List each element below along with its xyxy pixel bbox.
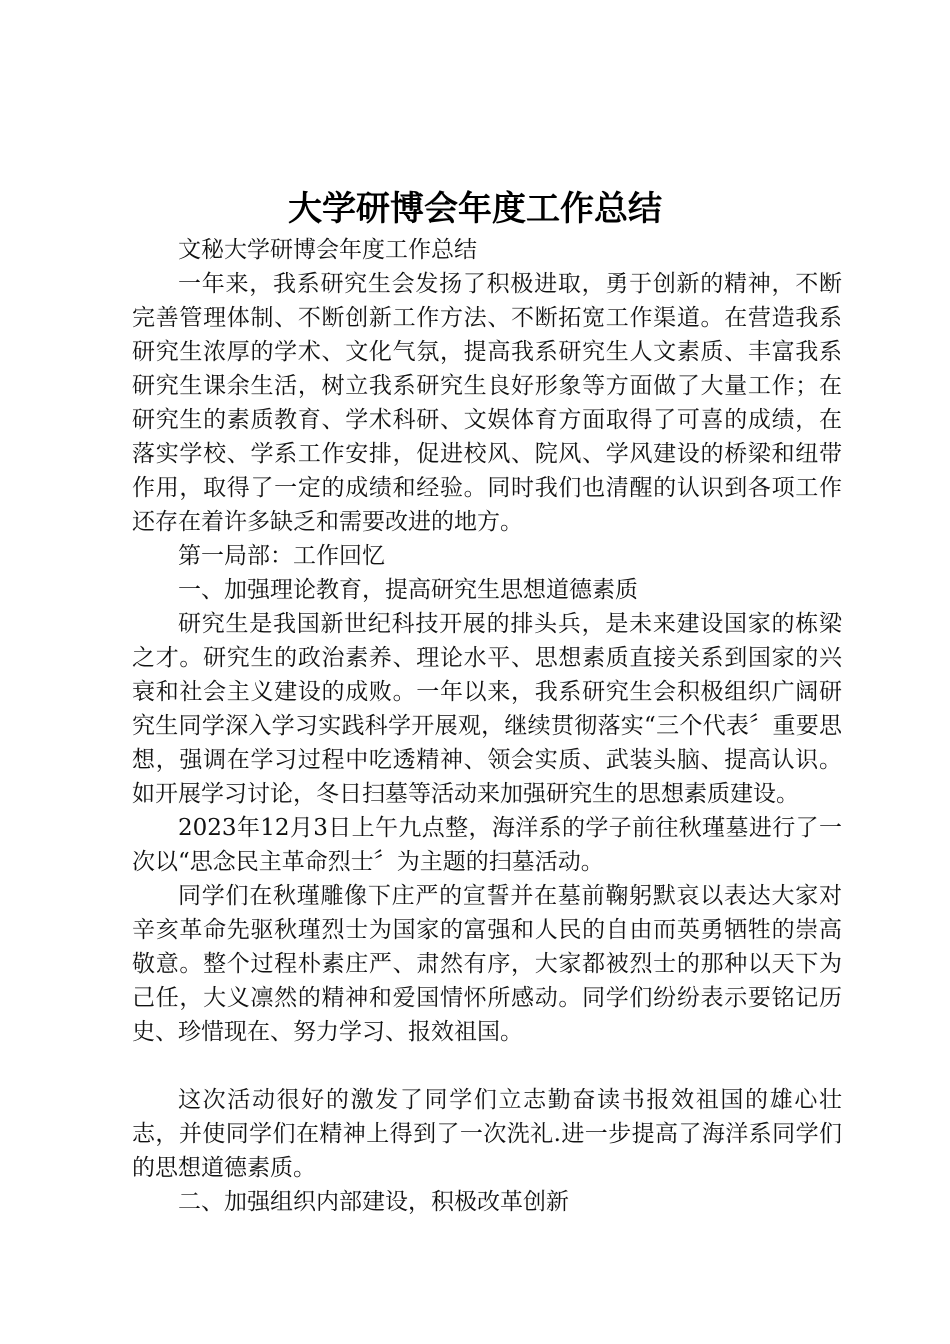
subsection-heading-one: 一、加强理论教育，提高研究生思想道德素质 [178,577,638,603]
subtitle-paragraph: 文秘大学研博会年度工作总结 [178,237,477,263]
body-paragraph: 2023年12月3日上午九点整，海洋系的学子前往秋瑾墓进行了一次以“思念民主革命烈士〞为主题的扫墓活动。 [132,815,842,875]
subsection-heading-two: 二、加强组织内部建设，积极改革创新 [178,1189,569,1215]
body-paragraph: 同学们在秋瑾雕像下庄严的宣誓并在墓前鞠躬默哀以表达大家对辛亥革命先驱秋瑾烈士为国家的富强和人民的自由而英勇牺牲的崇高敬意。整个过程朴素庄严、肃然有序，大家都被烈士的那种以天下为己任，大义凛然的精神和爱国情怀所感动。同学们纷纷表示要铭记历史、珍惜现在、努力学习、报效祖国。 [132,883,842,1045]
intro-paragraph: 一年来，我系研究生会发扬了积极进取，勇于创新的精神，不断完善管理体制、不断创新工作方法、不断拓宽工作渠道。在营造我系研究生浓厚的学术、文化气氛，提高我系研究生人文素质、丰富我系研究生课余生活，树立我系研究生良好形象等方面做了大量工作；在研究生的素质教育、学术科研、文娱体育方面取得了可喜的成绩，在落实学校、学系工作安排，促进校风、院风、学风建设的桥梁和纽带作用，取得了一定的成绩和经验。同时我们也清醒的认识到各项工作还存在着许多缺乏和需要改进的地方。 [132,271,842,535]
document-body [132,233,842,1219]
body-paragraph: 研究生是我国新世纪科技开展的排头兵，是未来建设国家的栋梁之才。研究生的政治素养、理论水平、思想素质直接关系到国家的兴衰和社会主义建设的成败。一年以来，我系研究生会积极组织广阔研究生同学深入学习实践科学开展观，继续贯彻落实“三个代表〞重要思想，强调在学习过程中吃透精神、领会实质、武装头脑、提高认识。如开展学习讨论，冬日扫墓等活动来加强研究生的思想素质建设。 [132,611,842,807]
section-heading-part-one: 第一局部：工作回忆 [178,543,385,569]
document-title: 大学研博会年度工作总结 [288,189,662,229]
paragraph-spacer [132,1049,842,1083]
body-paragraph: 这次活动很好的激发了同学们立志勤奋读书报效祖国的雄心壮志，并使同学们在精神上得到了一次洗礼.进一步提高了海洋系同学们的思想道德素质。 [132,1087,842,1181]
